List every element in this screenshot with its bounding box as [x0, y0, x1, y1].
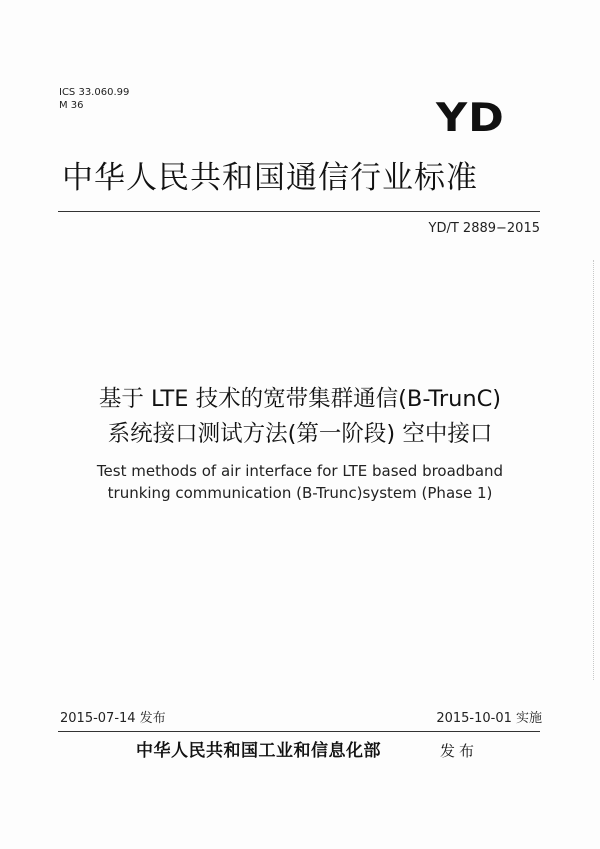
- yd-logo: YD: [436, 95, 505, 142]
- bottom-divider: [58, 731, 540, 732]
- ccs-code: M 36: [59, 100, 84, 111]
- chinese-title-line-2: 系统接口测试方法(第一阶段) 空中接口: [107, 421, 493, 447]
- publish-date: 2015-07-14 发布: [60, 711, 166, 726]
- english-title-line-2: trunking communication (B-Trunc)system (Phase 1): [107, 484, 493, 502]
- standard-number: YD/T 2889−2015: [428, 221, 540, 236]
- chinese-title-line-1: 基于 LTE 技术的宽带集群通信(B-TrunC): [98, 386, 502, 412]
- classification-codes: [59, 86, 129, 112]
- scan-edge-marks: [591, 260, 594, 680]
- implementation-date: 2015-10-01 实施: [436, 711, 542, 726]
- standard-category-title: 中华人民共和国通信行业标准: [62, 160, 478, 196]
- issue-action: 发布: [440, 742, 479, 760]
- top-divider: [58, 211, 540, 212]
- issuing-authority: 中华人民共和国工业和信息化部: [136, 741, 381, 761]
- english-title-line-1: Test methods of air interface for LTE based broadband: [96, 462, 504, 480]
- ics-code: ICS 33.060.99: [59, 87, 130, 98]
